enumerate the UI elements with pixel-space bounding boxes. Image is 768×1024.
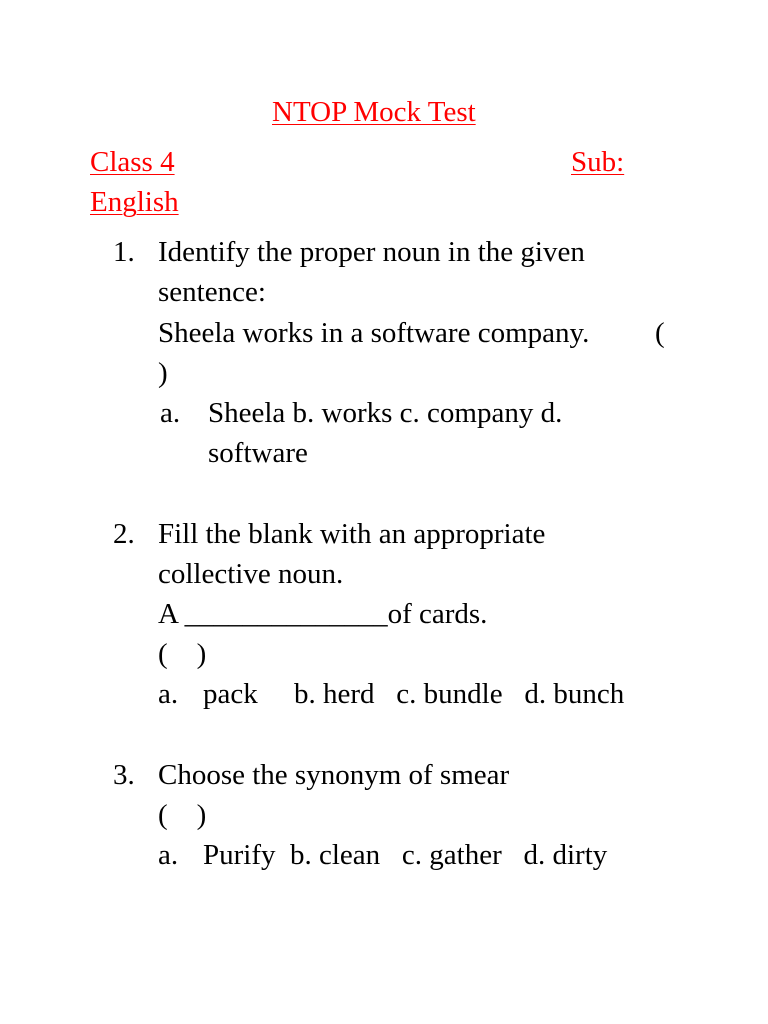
subject-value: English bbox=[90, 186, 179, 218]
question-text-line: collective noun. bbox=[158, 558, 344, 590]
answer-bracket: ( ) bbox=[158, 638, 207, 670]
options-marker: a. bbox=[158, 839, 179, 871]
options-line: pack b. herd c. bundle d. bunch bbox=[203, 678, 625, 710]
question-number: 3. bbox=[113, 759, 135, 791]
options-marker: a. bbox=[160, 397, 181, 429]
question-text-line: Fill the blank with an appropriate bbox=[158, 518, 546, 550]
options-line: software bbox=[208, 437, 308, 469]
question-number: 1. bbox=[113, 236, 135, 268]
answer-bracket-close: ) bbox=[158, 357, 168, 389]
question-text-line: A ______________of cards. bbox=[158, 598, 488, 630]
options-line: Sheela b. works c. company d. bbox=[208, 397, 563, 429]
options-line: Purify b. clean c. gather d. dirty bbox=[203, 839, 608, 871]
class-label: Class 4 bbox=[90, 146, 175, 178]
answer-bracket: ( ) bbox=[158, 799, 207, 831]
answer-bracket-open: ( bbox=[655, 317, 665, 349]
subject-label: Sub: bbox=[571, 146, 625, 178]
question-text-line: Identify the proper noun in the given bbox=[158, 236, 585, 268]
question-text-line: sentence: bbox=[158, 276, 266, 308]
test-title: NTOP Mock Test bbox=[272, 96, 476, 128]
question-number: 2. bbox=[113, 518, 135, 550]
options-marker: a. bbox=[158, 678, 179, 710]
question-text-line: Choose the synonym of smear bbox=[158, 759, 510, 791]
question-text-line: Sheela works in a software company. bbox=[158, 317, 590, 349]
